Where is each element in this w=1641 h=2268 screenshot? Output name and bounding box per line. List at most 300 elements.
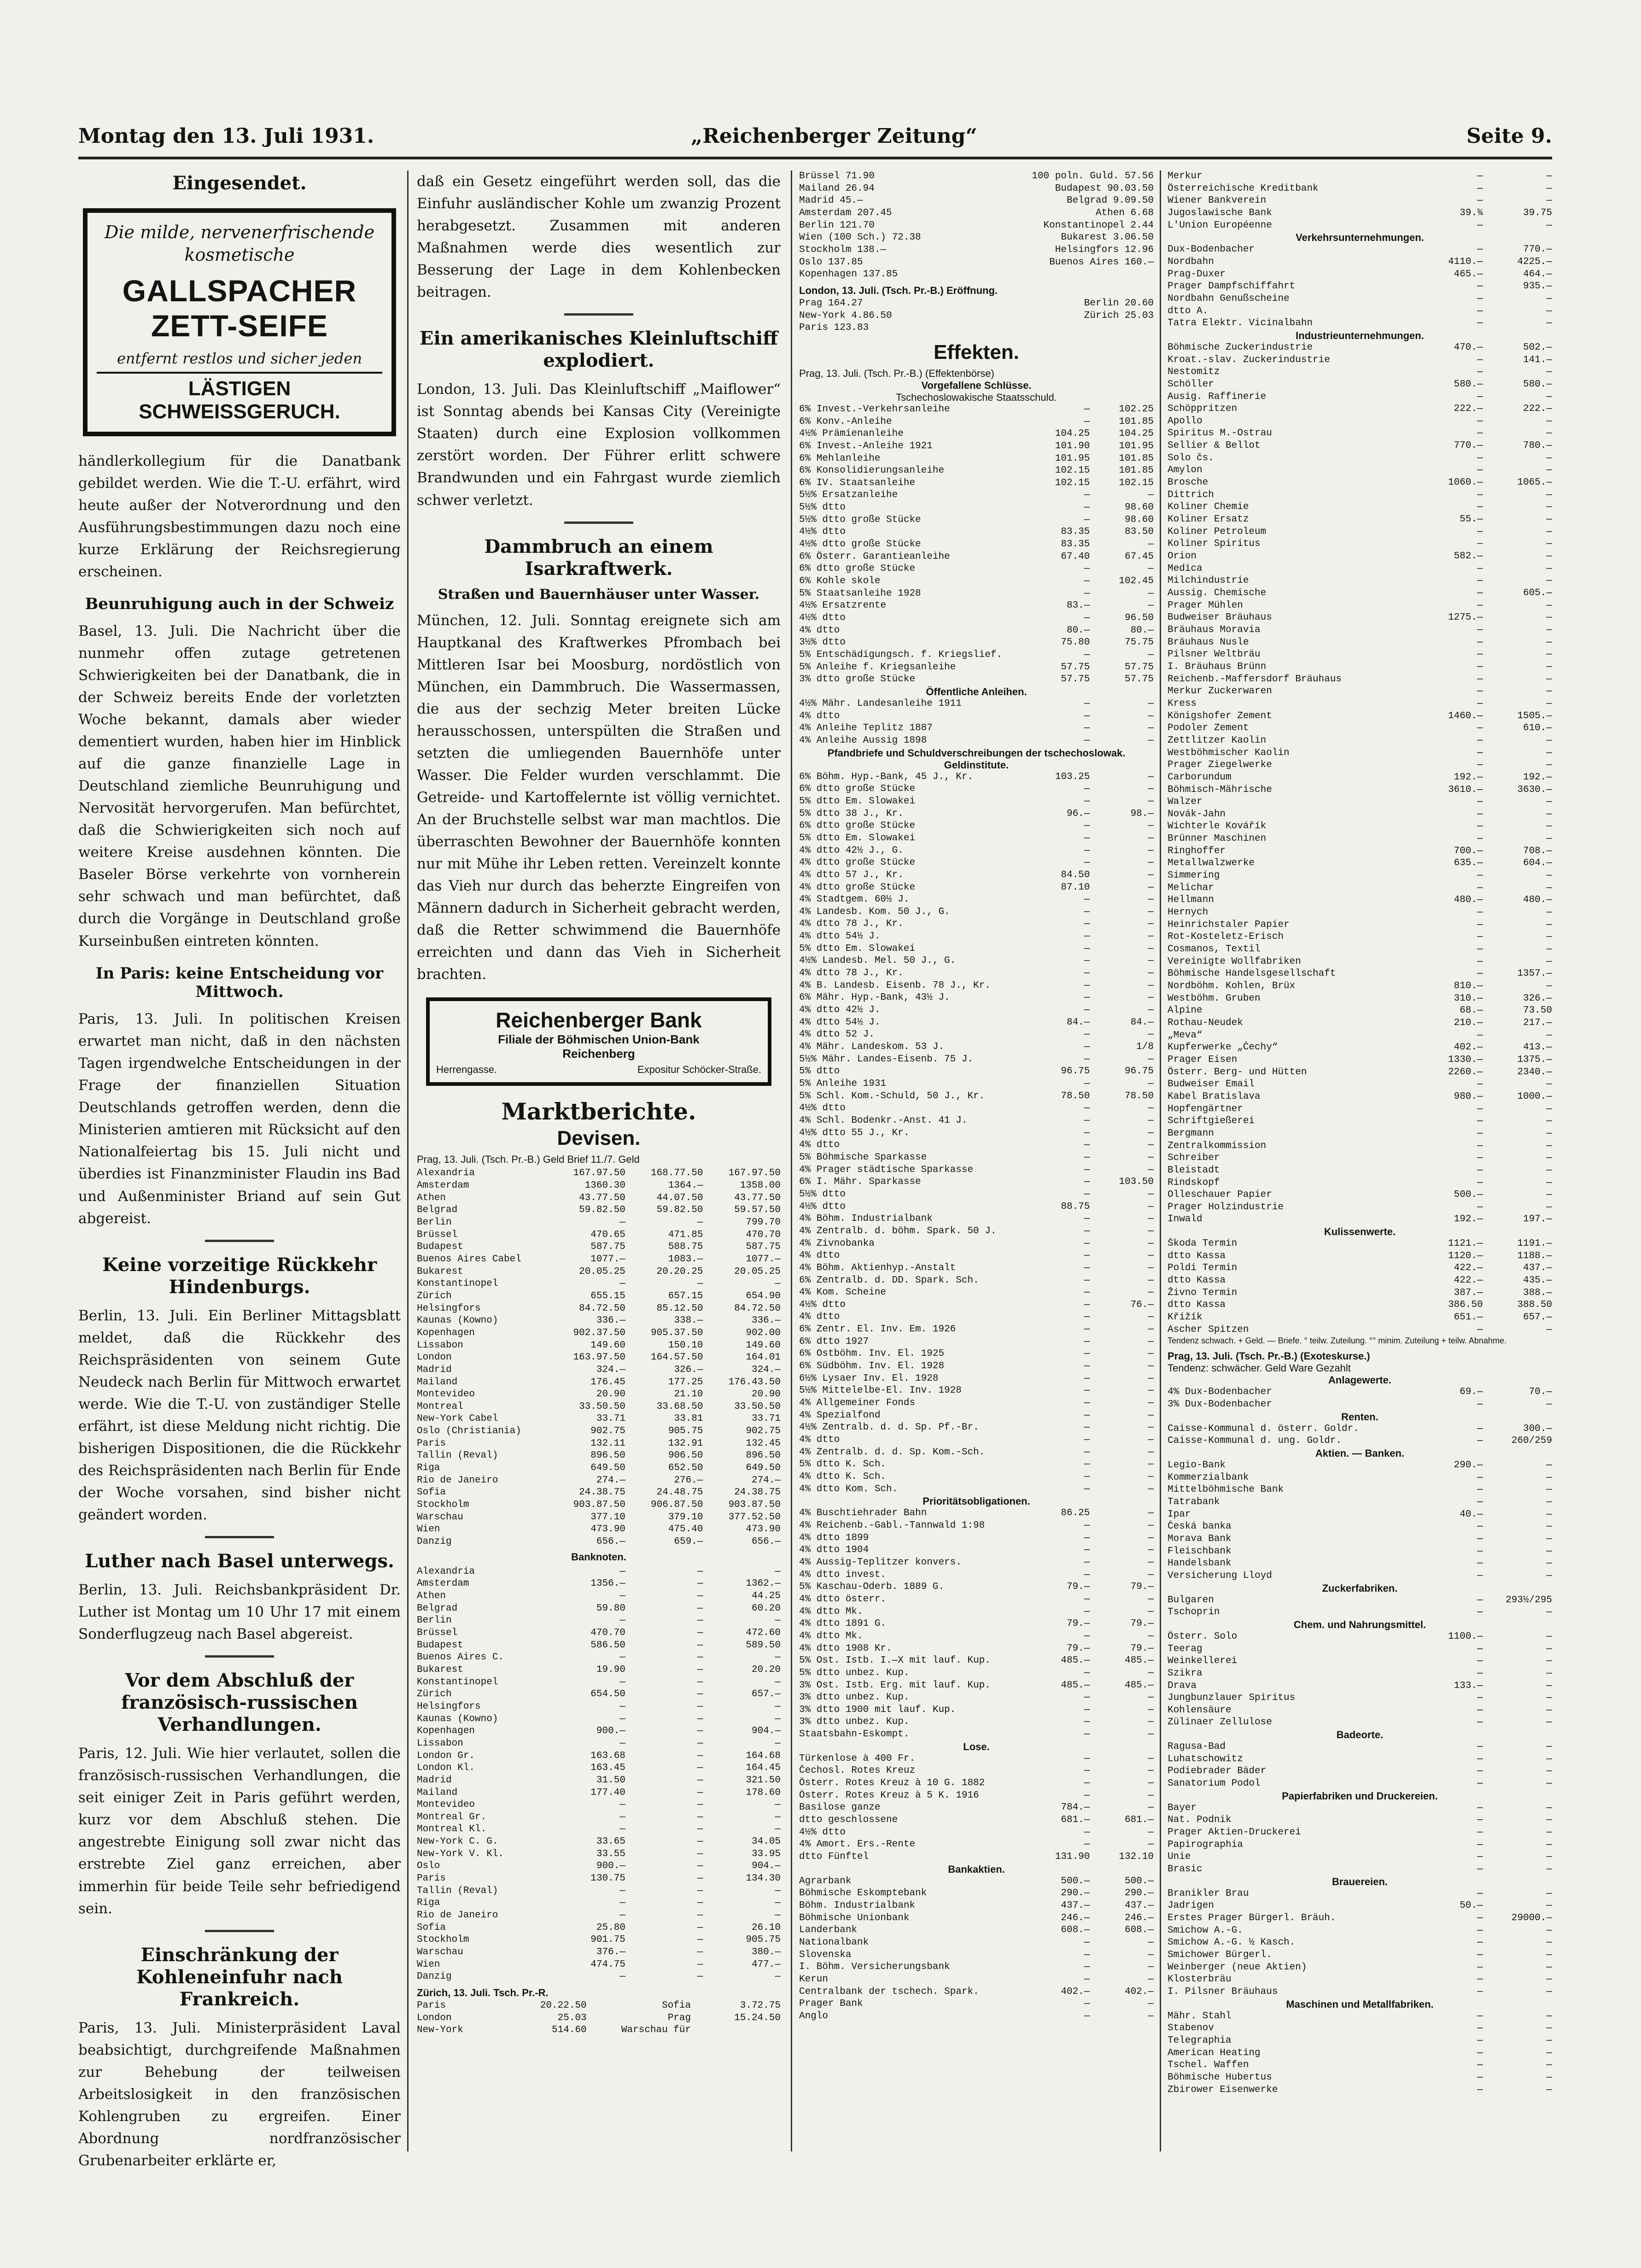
- row-label: 5% dtto Em. Slowakei: [799, 832, 916, 844]
- headline-luther: Luther nach Basel unterwegs.: [85, 1550, 394, 1572]
- row-value: 79.—: [1130, 1643, 1154, 1654]
- row-value: 500.—: [1061, 1875, 1090, 1887]
- row-value: —: [1477, 1521, 1483, 1532]
- row-value: —: [1148, 1435, 1154, 1446]
- row-label: Wien: [417, 1959, 440, 1970]
- row-value: —: [1546, 2047, 1552, 2058]
- row-value: Prag: [667, 2012, 691, 2023]
- row-value: 659.—: [674, 1536, 703, 1547]
- row-value: 376.—: [596, 1947, 625, 1958]
- row-value: —: [1084, 1606, 1090, 1617]
- table-row: [1168, 526, 1552, 539]
- row-value: —: [697, 1750, 703, 1761]
- row-label: 4% Zentralb. d. d. Sp. Kom.-Sch.: [799, 1447, 985, 1458]
- row-value: —: [1546, 956, 1552, 967]
- row-value: —: [1084, 784, 1090, 795]
- row-value: —: [1148, 563, 1154, 574]
- table-row: [1168, 366, 1552, 379]
- row-value: 485.—: [1061, 1680, 1090, 1691]
- row-label: Cosmanos, Textil: [1168, 944, 1261, 955]
- row-value: 29000.—: [1511, 1913, 1552, 1923]
- row-value: —: [1477, 797, 1483, 808]
- row-label: Medica: [1168, 563, 1203, 574]
- row-value: —: [1546, 2084, 1552, 2095]
- row-value: 101.95: [1055, 453, 1090, 464]
- row-value: —: [1148, 1717, 1154, 1728]
- row-label: Sanatorium Podol: [1168, 1778, 1261, 1789]
- table-row: [799, 1802, 1154, 1814]
- maschinen-title: Maschinen und Metallfabriken.: [1286, 1998, 1434, 2010]
- row-label: Rindskopf: [1168, 1177, 1220, 1188]
- row-value: —: [1148, 784, 1154, 795]
- subheadline-dammbruch: Straßen und Bauernhäuser unter Wasser.: [438, 586, 760, 603]
- row-value: —: [1477, 686, 1483, 697]
- row-value: —: [619, 1824, 625, 1835]
- row-value: 101.95: [1119, 440, 1154, 451]
- row-label: Budweiser Bräuhaus: [1168, 612, 1272, 623]
- table-row: [417, 1762, 781, 1775]
- table-row: [1168, 1925, 1552, 1937]
- row-value: —: [1477, 293, 1483, 304]
- row-value: —: [1546, 1558, 1552, 1569]
- article-paragraph: London, 13. Juli. Das Kleinluftschiff „Maiflower“ ist Sonntag abends bei Kansas City (Vereinigte Staaten) durch eine Explosion vollkommen zerstört worden. Der Führer erlitt schwere Brandwunden und ein Fahrgast wurde ziemlich schwer verletzt.: [417, 381, 781, 509]
- table-row: [799, 882, 1154, 894]
- table-row: [799, 612, 1154, 625]
- row-label: 6% dtto große Stücke: [799, 784, 916, 795]
- row-value: —: [1084, 1385, 1090, 1396]
- row-label: Solo čs.: [1168, 452, 1214, 463]
- row-value: —: [697, 1959, 703, 1970]
- devisen-title: Devisen.: [557, 1127, 641, 1150]
- table-row: [799, 698, 1154, 710]
- row-value: —: [1546, 1607, 1552, 1618]
- row-value: 80.—: [1130, 625, 1154, 636]
- row-value: —: [775, 1566, 781, 1577]
- row-label: 4% dtto 42½ J.: [799, 1005, 881, 1016]
- bank-address: Expositur Schöcker-Straße.: [637, 1064, 761, 1076]
- row-value: —: [1546, 2060, 1552, 2071]
- table-row: [799, 857, 1154, 869]
- row-value: —: [1477, 2035, 1483, 2046]
- table-row: [799, 1875, 1154, 1888]
- row-label: Merkur Zuckerwaren: [1168, 686, 1272, 697]
- row-value: 104.25: [1119, 428, 1154, 440]
- row-value: —: [1148, 1606, 1154, 1617]
- table-row: [1168, 2084, 1552, 2097]
- table-row: [1168, 551, 1552, 563]
- row-label: Mähr. Stahl: [1168, 2010, 1232, 2022]
- table-row: [1168, 1692, 1552, 1705]
- row-value: —: [619, 1713, 625, 1724]
- row-label: 6% Böhm. Hyp.-Bank, 45 J., Kr.: [799, 771, 974, 782]
- row-value: —: [1148, 1127, 1154, 1138]
- row-value: —: [1477, 1778, 1483, 1789]
- table-row: [799, 1041, 1154, 1054]
- row-value: 132.45: [746, 1438, 781, 1449]
- row-label: Tschoprin: [1168, 1607, 1220, 1618]
- row-value: —: [1546, 1827, 1552, 1838]
- table-row: [1168, 820, 1552, 833]
- row-value: 96.75: [1124, 1066, 1154, 1077]
- table-row: [799, 220, 1154, 232]
- bank-address: Herrengasse.: [436, 1064, 497, 1076]
- row-label: Riga: [417, 1463, 440, 1474]
- brauerei-table: [1168, 1888, 1552, 1998]
- table-row: [1168, 1717, 1552, 1729]
- row-value: 338.—: [674, 1315, 703, 1326]
- table-row: [1168, 1067, 1552, 1079]
- table-row: [417, 1676, 781, 1689]
- row-value: 377.52.50: [728, 1512, 781, 1523]
- table-row: [1168, 1177, 1552, 1190]
- row-label: 4½% dtto: [799, 527, 846, 538]
- row-value: Zürich 25.03: [1084, 310, 1154, 321]
- bank-name: Reichenberger Bank: [496, 1008, 702, 1032]
- separator: [205, 1655, 274, 1658]
- row-value: 402.—: [1454, 1042, 1483, 1053]
- row-value: 324.—: [751, 1364, 781, 1375]
- row-value: —: [1148, 600, 1154, 611]
- row-label: Slovenska: [799, 1949, 852, 1960]
- row-label: 4% dtto: [799, 1435, 840, 1446]
- row-label: Apollo: [1168, 416, 1203, 427]
- row-label: 3% dtto große Stücke: [799, 674, 916, 685]
- row-value: 770.—: [1523, 244, 1552, 255]
- row-label: 4½% Zentralb. d. d. Sp. Pf.-Br.: [799, 1422, 979, 1433]
- row-label: Prager Ziegelwerke: [1168, 760, 1272, 771]
- row-value: 3.72.75: [740, 2000, 781, 2011]
- row-value: 681.—: [1061, 1815, 1090, 1826]
- row-label: Kabel Bratislava: [1168, 1091, 1261, 1102]
- row-value: 1191.—: [1517, 1238, 1552, 1249]
- row-value: 471.85: [668, 1229, 703, 1240]
- row-value: 293½/295: [1506, 1594, 1552, 1606]
- row-value: —: [1084, 1753, 1090, 1764]
- table-row: [1168, 1054, 1552, 1067]
- row-label: Luhatschowitz: [1168, 1753, 1243, 1764]
- table-row: [799, 514, 1154, 527]
- row-value: —: [1084, 1029, 1090, 1040]
- row-value: 50.—: [1460, 1900, 1483, 1911]
- table-row: [1168, 1472, 1552, 1484]
- table-row: [799, 232, 1154, 244]
- table-row: [799, 1336, 1154, 1348]
- row-value: —: [697, 1848, 703, 1859]
- row-value: —: [1148, 539, 1154, 550]
- table-row: [799, 967, 1154, 980]
- table-row: [417, 1377, 781, 1389]
- row-value: —: [1477, 2072, 1483, 2083]
- row-value: —: [1477, 1399, 1483, 1410]
- row-label: Landerbank: [799, 1925, 858, 1936]
- table-row: [799, 1102, 1154, 1115]
- row-label: 6% dtto große Stücke: [799, 820, 916, 832]
- table-row: [417, 1303, 781, 1315]
- row-value: —: [1477, 1030, 1483, 1041]
- table-row: [1168, 1937, 1552, 1949]
- row-value: 34.05: [751, 1836, 781, 1847]
- row-label: dtto Kassa: [1168, 1250, 1226, 1261]
- row-value: —: [1546, 1668, 1552, 1679]
- table-row: [1168, 1189, 1552, 1201]
- row-value: 608.—: [1124, 1925, 1154, 1936]
- table-row: [1168, 845, 1552, 858]
- row-value: —: [1084, 1717, 1090, 1728]
- table-row: [1168, 1152, 1552, 1165]
- row-value: —: [1546, 1888, 1552, 1899]
- row-label: 5% dtto 38 J., Kr.: [799, 808, 904, 819]
- table-row: [1168, 1864, 1552, 1876]
- badeorte-table: [1168, 1741, 1552, 1790]
- row-label: Amylon: [1168, 465, 1203, 476]
- row-label: Österr. Rotes Kreuz à 10 G. 1882: [799, 1778, 985, 1789]
- column-1: [78, 170, 401, 2172]
- table-row: [799, 992, 1154, 1004]
- row-value: —: [1477, 723, 1483, 734]
- row-value: —: [1148, 1238, 1154, 1249]
- row-value: Sofia: [662, 2000, 691, 2011]
- row-value: 649.50: [746, 1463, 781, 1474]
- row-value: 2260.—: [1448, 1067, 1483, 1078]
- row-value: —: [1546, 661, 1552, 672]
- industrie-table: [1168, 342, 1552, 1226]
- table-row: [1168, 1533, 1552, 1546]
- row-value: —: [1148, 1189, 1154, 1200]
- row-label: Ragusa-Bad: [1168, 1741, 1226, 1752]
- row-value: —: [1477, 281, 1483, 292]
- row-value: 1364.—: [668, 1180, 703, 1191]
- row-label: Prag 164.27: [799, 298, 863, 309]
- row-label: 4% dtto K. Sch.: [799, 1471, 887, 1482]
- separator: [564, 313, 633, 316]
- row-value: 1065.—: [1517, 477, 1552, 488]
- row-value: —: [1148, 588, 1154, 599]
- row-value: Warschau für: [621, 2025, 691, 2036]
- row-value: 810.—: [1454, 981, 1483, 991]
- row-label: 6½% Lysaer Inv. El. 1928: [799, 1373, 939, 1384]
- row-label: Danzig: [417, 1971, 452, 1982]
- row-value: 132.11: [590, 1438, 625, 1449]
- row-value: 57.75: [1124, 662, 1154, 673]
- row-label: Montreal Kl.: [417, 1824, 487, 1835]
- row-value: —: [1148, 1667, 1154, 1678]
- table-row: [799, 1569, 1154, 1582]
- row-value: 388.50: [1517, 1300, 1552, 1311]
- row-value: 905.75: [668, 1426, 703, 1437]
- row-label: Caisse-Kommunal d. ung. Goldr.: [1168, 1436, 1342, 1447]
- row-value: —: [1477, 968, 1483, 979]
- row-value: —: [1084, 1704, 1090, 1715]
- row-label: 4% Reichenb.-Gabl.-Tannwald 1:98: [799, 1520, 985, 1531]
- row-value: —: [697, 1787, 703, 1798]
- row-value: —: [1084, 650, 1090, 660]
- row-value: —: [1546, 2035, 1552, 2046]
- table-row: [1168, 1778, 1552, 1790]
- row-label: 5% Anleihe f. Kriegsanleihe: [799, 662, 956, 673]
- row-label: 4½% dtto: [799, 1827, 846, 1838]
- row-value: —: [1148, 1054, 1154, 1065]
- row-value: —: [1084, 1005, 1090, 1016]
- row-value: 102.15: [1055, 477, 1090, 488]
- table-row: [417, 1885, 781, 1898]
- table-row: [1168, 354, 1552, 367]
- table-row: [417, 1590, 781, 1603]
- row-value: —: [1148, 1483, 1154, 1494]
- row-label: Budapest: [417, 1242, 463, 1253]
- row-value: 69.—: [1460, 1387, 1483, 1398]
- row-label: Prager Mühlen: [1168, 600, 1243, 611]
- row-value: 164.68: [746, 1750, 781, 1761]
- row-value: 84.—: [1066, 1017, 1090, 1028]
- row-value: —: [1084, 1213, 1090, 1225]
- row-label: Kaunas (Kowno): [417, 1315, 498, 1326]
- table-row: [1168, 637, 1552, 649]
- table-row: [799, 1594, 1154, 1606]
- row-value: 24.38.75: [579, 1487, 625, 1498]
- table-row: [799, 1434, 1154, 1447]
- table-row: [1168, 1765, 1552, 1778]
- table-row: [799, 1618, 1154, 1630]
- row-value: —: [1148, 1729, 1154, 1740]
- row-value: —: [1477, 428, 1483, 439]
- row-value: —: [1477, 1484, 1483, 1495]
- row-label: Helsingfors: [417, 1303, 481, 1314]
- table-row: [417, 1897, 781, 1910]
- row-label: 6% Österr. Garantieanleihe: [799, 551, 950, 562]
- row-label: Nordböhm. Kohlen, Brüx: [1168, 981, 1296, 991]
- row-value: 192.—: [1454, 772, 1483, 783]
- row-value: —: [1084, 919, 1090, 930]
- row-value: —: [1477, 1827, 1483, 1838]
- row-label: 4% dtto große Stücke: [799, 882, 916, 893]
- row-label: 4% dtto 1908 Kr.: [799, 1643, 892, 1654]
- table-row: [799, 980, 1154, 992]
- row-value: —: [1148, 650, 1154, 660]
- industrie-title: Industrieunternehmungen.: [1296, 329, 1424, 341]
- row-value: —: [1148, 1385, 1154, 1396]
- row-label: Türkenlose à 400 Fr.: [799, 1753, 916, 1764]
- table-row: [1168, 452, 1552, 465]
- verkehr-table: [1168, 244, 1552, 330]
- row-value: —: [1546, 735, 1552, 746]
- row-value: 580.—: [1454, 379, 1483, 390]
- table-row: [417, 1750, 781, 1763]
- table-row: [799, 735, 1154, 747]
- table-row: [1168, 281, 1552, 293]
- row-label: 4% Böhm. Aktienhyp.-Anstalt: [799, 1262, 956, 1273]
- table-row: [1168, 894, 1552, 907]
- row-label: Madrid: [417, 1775, 452, 1786]
- row-value: —: [1148, 1361, 1154, 1372]
- row-value: 657.—: [1523, 1312, 1552, 1323]
- table-row: [417, 1450, 781, 1462]
- row-value: 55.—: [1460, 514, 1483, 525]
- row-value: —: [1546, 1496, 1552, 1507]
- row-value: 134.30: [746, 1873, 781, 1884]
- row-value: —: [1148, 1287, 1154, 1298]
- row-value: —: [1148, 710, 1154, 721]
- row-value: —: [1148, 735, 1154, 746]
- row-value: 1357.—: [1517, 968, 1552, 979]
- table-row: [417, 1725, 781, 1738]
- row-value: —: [1546, 674, 1552, 685]
- row-label: Erstes Prager Bürgerl. Bräuh.: [1168, 1913, 1336, 1923]
- row-label: New-York Cabel: [417, 1413, 498, 1424]
- table-row: [799, 1924, 1154, 1937]
- row-value: 59.82.50: [579, 1205, 625, 1216]
- headline-hindenburg: Keine vorzeitige Rückkehr Hindenburgs.: [102, 1254, 377, 1298]
- row-value: —: [697, 1726, 703, 1737]
- row-value: 101.85: [1119, 465, 1154, 476]
- section-heading-eingesendet: Eingesendet.: [172, 172, 307, 194]
- row-value: —: [619, 1652, 625, 1663]
- row-value: 98.60: [1124, 514, 1154, 525]
- table-row: [417, 2024, 781, 2037]
- row-value: —: [1546, 944, 1552, 955]
- row-value: 260/259: [1511, 1436, 1552, 1447]
- row-value: —: [1546, 428, 1552, 439]
- row-value: —: [775, 1278, 781, 1289]
- table-row: [1168, 1287, 1552, 1300]
- row-label: 4% B. Landesb. Eisenb. 78 J., Kr.: [799, 980, 991, 991]
- table-row: [1168, 722, 1552, 735]
- row-value: —: [1084, 1299, 1090, 1310]
- row-value: —: [1546, 1140, 1552, 1151]
- table-row: [799, 170, 1154, 183]
- row-label: 4% Zentralb. d. böhm. Spark. 50 J.: [799, 1225, 997, 1237]
- row-value: 31.50: [596, 1775, 625, 1786]
- anlagewerte-table: [1168, 1386, 1552, 1411]
- row-value: 485.—: [1061, 1655, 1090, 1666]
- row-value: —: [1084, 1398, 1090, 1409]
- row-label: Bulgaren: [1168, 1594, 1214, 1606]
- row-label: Böhmische Zuckerindustrie: [1168, 342, 1313, 353]
- row-value: —: [1546, 1937, 1552, 1948]
- row-value: —: [1546, 502, 1552, 513]
- row-value: —: [1148, 1422, 1154, 1433]
- row-label: Klosterbräu: [1168, 1974, 1232, 1985]
- row-value: —: [1084, 1949, 1090, 1960]
- row-value: 905.37.50: [651, 1327, 703, 1338]
- row-label: Sellier & Bellot: [1168, 440, 1261, 451]
- row-label: 4% Aussig-Teplitzer konvers.: [799, 1557, 962, 1568]
- row-value: 1460.—: [1448, 710, 1483, 721]
- row-value: —: [1084, 1152, 1090, 1163]
- row-value: —: [1546, 1705, 1552, 1716]
- row-value: —: [1148, 1471, 1154, 1482]
- table-row: [417, 1787, 781, 1799]
- table-row: [417, 1848, 781, 1861]
- table-row: [799, 1459, 1154, 1471]
- header-date: Montag den 13. Juli 1931.: [78, 124, 374, 148]
- row-value: 177.25: [668, 1377, 703, 1388]
- row-value: 437.—: [1124, 1900, 1154, 1911]
- table-row: [799, 1507, 1154, 1520]
- row-label: Athen: [417, 1192, 446, 1203]
- row-value: 657.—: [751, 1689, 781, 1700]
- exoten-subheader: Tendenz: schwächer. Geld Ware Gezahlt: [1168, 1362, 1351, 1374]
- row-value: —: [1477, 1201, 1483, 1213]
- row-value: 101.85: [1119, 453, 1154, 464]
- row-label: Zbirower Eisenwerke: [1168, 2084, 1278, 2095]
- row-label: Nordbahn: [1168, 256, 1214, 267]
- row-value: —: [1477, 2060, 1483, 2071]
- row-label: Dux-Bodenbacher: [1168, 244, 1255, 255]
- table-row: [1168, 305, 1552, 318]
- row-value: —: [1546, 526, 1552, 537]
- row-value: 33.50.50: [579, 1401, 625, 1412]
- table-row: [799, 183, 1154, 195]
